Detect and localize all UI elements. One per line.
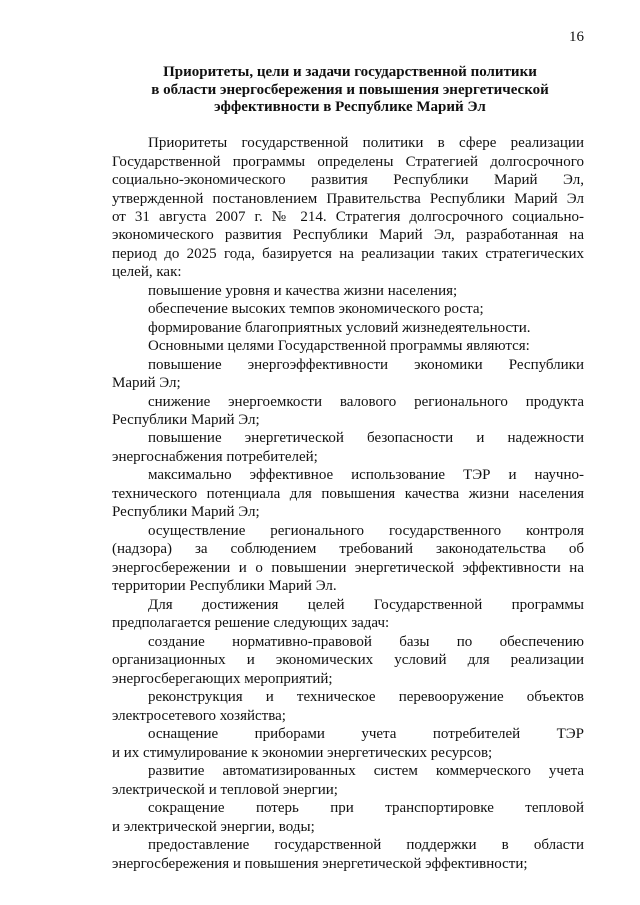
text-line: предполагается решение следующих задач:: [112, 615, 390, 631]
text-line: развитие автоматизированных систем коммерческого учета: [148, 763, 584, 779]
title-line: Приоритеты, цели и задачи государственной политики: [163, 64, 537, 80]
text-line: и электрической энергии, воды;: [112, 819, 315, 835]
text-line: энергосберегающих мероприятий;: [112, 671, 333, 687]
text-line: от 31 августа 2007 г. № 214. Стратегия долгосрочного социально-: [112, 209, 584, 225]
text-line: утвержденной постановлением Правительства Республики Марий Эл: [112, 191, 584, 207]
text-line: период до 2025 года, базируется на реализации таких стратегических: [112, 246, 584, 262]
text-line: Для достижения целей Государственной программы: [148, 597, 584, 613]
text-line: создание нормативно-правовой базы по обеспечению: [148, 634, 584, 650]
text-line: формирование благоприятных условий жизнедеятельности.: [148, 320, 531, 336]
text-line: энергосбережении и о повышении энергетической эффективности на: [112, 560, 584, 576]
text-line: Основными целями Государственной программы являются:: [148, 338, 530, 354]
text-line: технического потенциала для повышения качества жизни населения: [112, 486, 584, 502]
text-line: электрической и тепловой энергии;: [112, 782, 338, 798]
text-line: и их стимулирование к экономии энергетических ресурсов;: [112, 745, 493, 761]
text-line: сокращение потерь при транспортировке тепловой: [148, 800, 584, 816]
text-line: (надзора) за соблюдением требований законодательства об: [112, 541, 584, 557]
title-line: в области энергосбережения и повышения энергетической: [151, 81, 549, 98]
text-line: энергосбережения и повышения энергетической эффективности;: [112, 856, 528, 872]
text-line: обеспечение высоких темпов экономического роста;: [148, 301, 484, 317]
text-line: Республики Марий Эл;: [112, 412, 260, 428]
text-line: реконструкция и техническое перевооружение объектов: [148, 689, 584, 705]
text-line: социально-экономического развития Республики Марий Эл,: [112, 172, 584, 188]
text-line: осуществление регионального государственного контроля: [148, 523, 584, 539]
text-line: территории Республики Марий Эл.: [112, 578, 337, 594]
text-line: целей, как:: [112, 264, 182, 280]
text-line: Приоритеты государственной политики в сфере реализации: [148, 135, 584, 151]
text-line: максимально эффективное использование ТЭР и научно-: [148, 467, 584, 483]
text-line: Государственной программы определены Стратегией долгосрочного: [112, 154, 584, 170]
text-line: оснащение приборами учета потребителей ТЭР: [148, 726, 584, 742]
section-title: [112, 64, 588, 117]
text-line: организационных и экономических условий для реализации: [112, 652, 584, 668]
text-line: электросетевого хозяйства;: [112, 708, 286, 724]
text-line: повышение энергетической безопасности и надежности: [148, 430, 584, 446]
text-line: снижение энергоемкости валового регионального продукта: [148, 394, 584, 410]
text-line: Марий Эл;: [112, 375, 181, 391]
page-number: 16: [569, 29, 584, 45]
text-line: Республики Марий Эл;: [112, 504, 260, 520]
text-line: повышение уровня и качества жизни населения;: [148, 283, 458, 299]
text-line: экономического развития Республики Марий Эл, разработанная на: [112, 227, 584, 243]
text-line: энергоснабжения потребителей;: [112, 449, 318, 465]
text-line: повышение энергоэффективности экономики Республики: [148, 357, 584, 373]
title-line: эффективности в Республике Марий Эл: [214, 99, 486, 115]
text-line: предоставление государственной поддержки в области: [148, 837, 584, 853]
